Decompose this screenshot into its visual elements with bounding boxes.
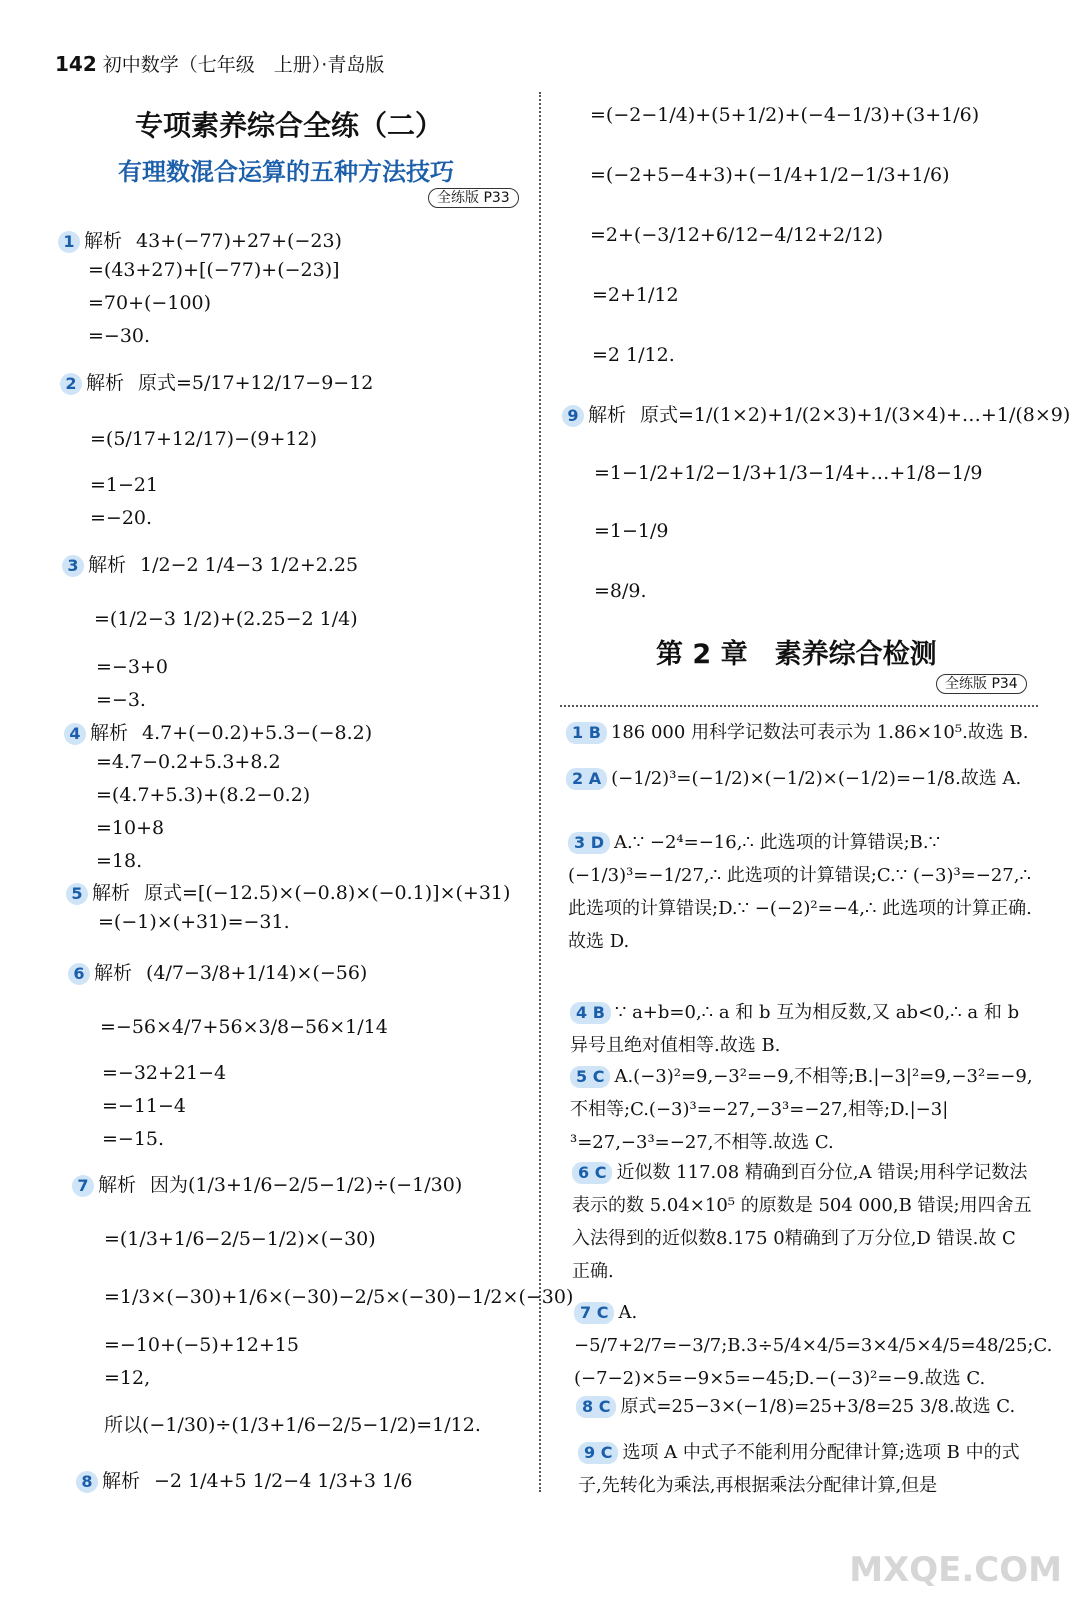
problem-number-icon: 3 — [62, 555, 84, 577]
math-line: −2 1/4+5 1/2−4 1/3+3 1/6 — [154, 1470, 413, 1492]
math-line: 43+(−77)+27+(−23) — [136, 230, 342, 252]
math-line: =8/9. — [594, 580, 647, 602]
math-line: =4.7−0.2+5.3+8.2 — [96, 751, 281, 773]
math-line: 1/2−2 1/4−3 1/2+2.25 — [140, 554, 359, 576]
math-line: =−11−4 — [102, 1095, 187, 1117]
answer-1 — [566, 716, 1038, 749]
problem-8 — [76, 1466, 413, 1493]
answer-text: A.(−3)²=9,−3²=−9,不相等;B.|−3|²=9,−3²=−9,不相等;C.(−3)³=−27,−3³=−27,相等;D.|−3|³=27,−3³=−27,不相等.故选 C. — [570, 1066, 1033, 1153]
problem-9 — [562, 400, 1070, 427]
answer-text: A.∵ −2⁴=−16,∴ 此选项的计算错误;B.∵ (−1/3)³=−1/27,∴ 此选项的计算错误;C.∵ (−3)³=−27,∴ 此选项的计算错误;D.∵ −(−2)²=−4,∴ 此选项的计算正确.故选 D. — [568, 832, 1032, 952]
answer-tag: 2 A — [566, 768, 607, 790]
math-line: =(−2+5−4+3)+(−1/4+1/2−1/3+1/6) — [590, 164, 950, 186]
math-line: =(−2−1/4)+(5+1/2)+(−4−1/3)+(3+1/6) — [590, 104, 980, 126]
answer-tag: 5 C — [570, 1066, 610, 1088]
problem-number-icon: 9 — [562, 405, 584, 427]
math-line: =(5/17+12/17)−(9+12) — [90, 428, 318, 450]
math-line: 4.7+(−0.2)+5.3−(−8.2) — [142, 722, 373, 744]
math-line: =2 1/12. — [592, 344, 675, 366]
answer-tag: 3 D — [568, 832, 610, 854]
page-header — [55, 50, 384, 77]
watermark: MXQE.COM — [849, 1550, 1062, 1590]
problem-4 — [64, 718, 372, 745]
problem-number-icon: 4 — [64, 723, 86, 745]
math-line: =−15. — [102, 1128, 165, 1150]
answer-4 — [570, 996, 1038, 1062]
analysis-label: 解析 — [588, 404, 627, 426]
math-line: =−10+(−5)+12+15 — [104, 1334, 299, 1356]
answer-text: (−1/2)³=(−1/2)×(−1/2)×(−1/2)=−1/8.故选 A. — [611, 768, 1022, 789]
math-line: =18. — [96, 850, 143, 872]
answer-text: 原式=25−3×(−1/8)=25+3/8=25 3/8.故选 C. — [620, 1396, 1016, 1417]
math-line: =(1/2−3 1/2)+(2.25−2 1/4) — [94, 608, 358, 630]
analysis-label: 解析 — [92, 882, 131, 904]
math-line: =−56×4/7+56×3/8−56×1/14 — [100, 1016, 388, 1038]
answer-text: 186 000 用科学记数法可表示为 1.86×10⁵.故选 B. — [610, 722, 1029, 743]
answer-tag: 9 C — [578, 1442, 618, 1464]
reference-tag: 全练版 P34 — [936, 674, 1027, 694]
answer-2 — [566, 762, 1038, 795]
analysis-label: 解析 — [102, 1470, 141, 1492]
math-line: =70+(−100) — [88, 292, 212, 314]
math-line: =12, — [104, 1367, 151, 1389]
analysis-label: 解析 — [88, 554, 127, 576]
section-divider — [560, 705, 1038, 707]
answer-text: A.−5/7+2/7=−3/7;B.3÷5/4×4/5=3×4/5×4/5=48/25;C.(−7−2)×5=−9×5=−45;D.−(−3)²=−9.故选 C. — [574, 1302, 1053, 1389]
math-line: =−3. — [96, 689, 146, 711]
answer-text: ∵ a+b=0,∴ a 和 b 互为相反数,又 ab<0,∴ a 和 b 异号且绝对值相等.故选 B. — [570, 1002, 1020, 1056]
math-line: =−20. — [90, 507, 153, 529]
math-line: =1/3×(−30)+1/6×(−30)−2/5×(−30)−1/2×(−30) — [104, 1286, 574, 1308]
problem-number-icon: 2 — [60, 373, 82, 395]
answer-3 — [568, 826, 1038, 958]
math-line: (4/7−3/8+1/14)×(−56) — [146, 962, 368, 984]
math-line: =2+(−3/12+6/12−4/12+2/12) — [590, 224, 884, 246]
problem-number-icon: 8 — [76, 1471, 98, 1493]
math-line: =(−1)×(+31)=−31. — [98, 911, 290, 933]
answer-6 — [572, 1156, 1038, 1288]
math-line: =1−1/2+1/2−1/3+1/3−1/4+…+1/8−1/9 — [594, 462, 983, 484]
math-line: =(43+27)+[(−77)+(−23)] — [88, 259, 340, 281]
problem-7 — [72, 1170, 462, 1197]
answer-8 — [576, 1390, 1038, 1423]
math-line: =1−1/9 — [594, 520, 669, 542]
problem-number-icon: 7 — [72, 1175, 94, 1197]
column-divider — [539, 92, 541, 1492]
problem-6 — [68, 958, 367, 985]
math-line: =−32+21−4 — [102, 1062, 227, 1084]
problem-number-icon: 5 — [66, 883, 88, 905]
math-line: 原式=1/(1×2)+1/(2×3)+1/(3×4)+…+1/(8×9) — [640, 404, 1071, 426]
math-line: =(4.7+5.3)+(8.2−0.2) — [96, 784, 311, 806]
answer-7 — [574, 1296, 1053, 1395]
answer-5 — [570, 1060, 1038, 1159]
problem-3 — [62, 550, 358, 577]
math-line: =1−21 — [90, 474, 159, 496]
section-subtitle: 有理数混合运算的五种方法技巧 — [118, 158, 454, 186]
problem-2 — [60, 368, 373, 395]
chapter-title: 第 2 章 素养综合检测 — [656, 639, 937, 670]
answer-tag: 4 B — [570, 1002, 611, 1024]
answer-text: 近似数 117.08 精确到百分位,A 错误;用科学记数法表示的数 5.04×10⁵ 的原数是 504 000,B 错误;用四舍五入法得到的近似数8.175 0精确到了万分位,D 错误.故 C 正确. — [572, 1162, 1032, 1282]
problem-1 — [58, 226, 342, 253]
math-line: 原式=5/17+12/17−9−12 — [138, 372, 374, 394]
problem-number-icon: 1 — [58, 231, 80, 253]
problem-number-icon: 6 — [68, 963, 90, 985]
answer-tag: 7 C — [574, 1302, 614, 1324]
problem-5 — [66, 878, 510, 905]
answer-tag: 8 C — [576, 1396, 616, 1418]
section-title: 专项素养综合全练（二） — [135, 109, 444, 142]
book-title: 初中数学（七年级 上册）·青岛版 — [102, 54, 385, 76]
math-line: =(1/3+1/6−2/5−1/2)×(−30) — [104, 1228, 376, 1250]
reference-tag: 全练版 P33 — [428, 188, 519, 208]
analysis-label: 解析 — [94, 962, 133, 984]
math-line: =−30. — [88, 325, 151, 347]
analysis-label: 解析 — [86, 372, 125, 394]
answer-9 — [578, 1436, 1038, 1502]
analysis-label: 解析 — [98, 1174, 137, 1196]
math-line: =10+8 — [96, 817, 165, 839]
math-line: =2+1/12 — [592, 284, 679, 306]
math-line: 因为(1/3+1/6−2/5−1/2)÷(−1/30) — [150, 1174, 463, 1196]
analysis-label: 解析 — [90, 722, 129, 744]
answer-tag: 1 B — [566, 722, 607, 744]
math-line: =−3+0 — [96, 656, 168, 678]
page-number: 142 — [55, 52, 97, 76]
analysis-label: 解析 — [84, 230, 123, 252]
math-line: 所以(−1/30)÷(1/3+1/6−2/5−1/2)=1/12. — [104, 1414, 481, 1436]
answer-text: 选项 A 中式子不能利用分配律计算;选项 B 中的式子,先转化为乘法,再根据乘法分配律计算,但是 — [578, 1442, 1020, 1496]
math-line: 原式=[(−12.5)×(−0.8)×(−0.1)]×(+31) — [144, 882, 511, 904]
answer-tag: 6 C — [572, 1162, 612, 1184]
